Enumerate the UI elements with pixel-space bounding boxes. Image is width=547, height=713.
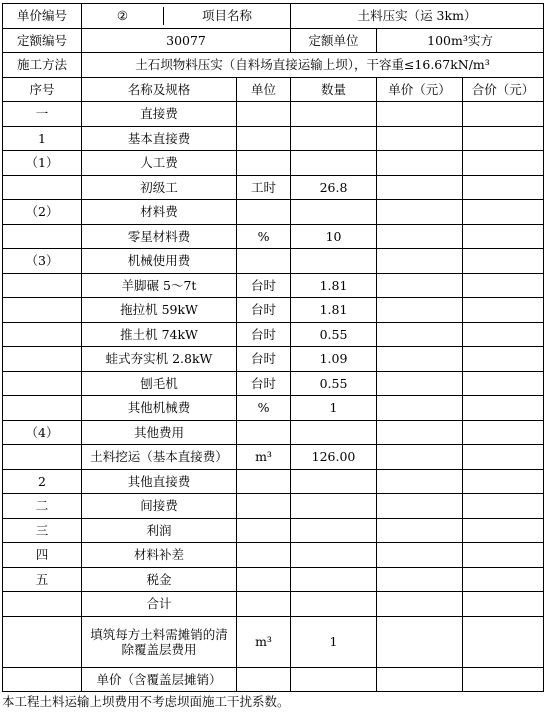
row-price xyxy=(377,543,463,568)
table-row xyxy=(3,298,544,323)
quota-no-label: 定额编号 xyxy=(3,28,82,53)
table-row xyxy=(3,494,544,519)
row-total xyxy=(463,126,544,151)
row-name: 其他机械费 xyxy=(82,396,237,421)
row-qty: 1 xyxy=(291,616,377,667)
price-no-cell xyxy=(82,4,291,29)
row-name: 蛙式夯实机 2.8kW xyxy=(82,347,237,372)
table-row xyxy=(3,126,544,151)
table-row xyxy=(3,543,544,568)
table-row xyxy=(3,592,544,617)
row-no xyxy=(3,371,82,396)
row-no xyxy=(3,396,82,421)
row-no: （4） xyxy=(3,420,82,445)
row-price xyxy=(377,420,463,445)
row-price xyxy=(377,298,463,323)
row-qty: 0.55 xyxy=(291,322,377,347)
row-price xyxy=(377,175,463,200)
row-price xyxy=(377,347,463,372)
row-total xyxy=(463,347,544,372)
row-name: 材料费 xyxy=(82,200,237,225)
quota-unit-value: 100m³实方 xyxy=(377,28,544,53)
table-row xyxy=(3,667,544,692)
col-header-name: 名称及规格 xyxy=(82,77,237,102)
unit-price-table xyxy=(2,3,544,692)
row-qty xyxy=(291,126,377,151)
row-total xyxy=(463,151,544,176)
row-no: （3） xyxy=(3,249,82,274)
row-name: 初级工 xyxy=(82,175,237,200)
row-price xyxy=(377,126,463,151)
item-name-value: 土料压实（运 3km） xyxy=(291,4,544,29)
row-total xyxy=(463,592,544,617)
table-row xyxy=(3,200,544,225)
row-name: 合计 xyxy=(82,592,237,617)
row-no xyxy=(3,273,82,298)
row-price xyxy=(377,518,463,543)
col-header-no: 序号 xyxy=(3,77,82,102)
row-no xyxy=(3,298,82,323)
table-row xyxy=(3,518,544,543)
row-no: 二 xyxy=(3,494,82,519)
row-total xyxy=(463,518,544,543)
row-qty xyxy=(291,469,377,494)
row-total xyxy=(463,322,544,347)
row-price xyxy=(377,102,463,127)
row-name: 间接费 xyxy=(82,494,237,519)
row-name: 直接费 xyxy=(82,102,237,127)
quota-unit-label: 定额单位 xyxy=(291,28,377,53)
item-name-label: 项目名称 xyxy=(202,8,253,24)
table-row xyxy=(3,420,544,445)
row-price xyxy=(377,469,463,494)
row-qty xyxy=(291,249,377,274)
row-no: （2） xyxy=(3,200,82,225)
row-name: 材料补差 xyxy=(82,543,237,568)
row-unit xyxy=(237,469,291,494)
row-price xyxy=(377,396,463,421)
row-unit: 台时 xyxy=(237,347,291,372)
row-unit: 台时 xyxy=(237,371,291,396)
row-unit xyxy=(237,151,291,176)
table-row xyxy=(3,371,544,396)
row-total xyxy=(463,224,544,249)
row-unit xyxy=(237,518,291,543)
row-total xyxy=(463,667,544,692)
row-name: 其他直接费 xyxy=(82,469,237,494)
col-header-total: 合价（元） xyxy=(463,77,544,102)
row-name: 单价（含覆盖层摊销） xyxy=(82,667,237,692)
table-row xyxy=(3,151,544,176)
row-unit xyxy=(237,249,291,274)
row-no: 一 xyxy=(3,102,82,127)
row-name: 人工费 xyxy=(82,151,237,176)
row-unit xyxy=(237,543,291,568)
row-total xyxy=(463,273,544,298)
row-name: 机械使用费 xyxy=(82,249,237,274)
row-total xyxy=(463,543,544,568)
row-qty: 126.00 xyxy=(291,445,377,470)
row-total xyxy=(463,396,544,421)
row-price xyxy=(377,567,463,592)
table-row xyxy=(3,567,544,592)
price-no-value: ② xyxy=(116,8,129,24)
header-row-price-no xyxy=(3,4,544,29)
row-no xyxy=(3,322,82,347)
row-qty: 0.55 xyxy=(291,371,377,396)
row-qty xyxy=(291,151,377,176)
row-qty: 1 xyxy=(291,396,377,421)
row-no xyxy=(3,592,82,617)
row-total xyxy=(463,567,544,592)
row-name: 零星材料费 xyxy=(82,224,237,249)
column-header-row xyxy=(3,77,544,102)
row-no: 三 xyxy=(3,518,82,543)
row-qty xyxy=(291,518,377,543)
row-price xyxy=(377,494,463,519)
row-total xyxy=(463,469,544,494)
row-no xyxy=(3,667,82,692)
method-value: 土石坝物料压实（自料场直接运输上坝），干容重≤16.67kN/m³ xyxy=(82,53,544,78)
row-price xyxy=(377,667,463,692)
row-no xyxy=(3,616,82,667)
table-row xyxy=(3,445,544,470)
row-total xyxy=(463,616,544,667)
row-total xyxy=(463,445,544,470)
row-no xyxy=(3,445,82,470)
header-row-quota xyxy=(3,28,544,53)
row-unit: 台时 xyxy=(237,322,291,347)
row-name: 填筑每方土料需摊销的清除覆盖层费用 xyxy=(82,616,237,667)
row-qty xyxy=(291,592,377,617)
footnote: 本工程土料运输上坝费用不考虑坝面施工干扰系数。 xyxy=(2,694,290,709)
row-no: 2 xyxy=(3,469,82,494)
col-header-price: 单价（元） xyxy=(377,77,463,102)
col-header-unit: 单位 xyxy=(237,77,291,102)
row-unit xyxy=(237,592,291,617)
row-no xyxy=(3,224,82,249)
row-total xyxy=(463,298,544,323)
row-name: 其他费用 xyxy=(82,420,237,445)
price-no-label: 单价编号 xyxy=(3,4,82,29)
row-total xyxy=(463,175,544,200)
method-label: 施工方法 xyxy=(3,53,82,78)
row-unit xyxy=(237,420,291,445)
row-price xyxy=(377,322,463,347)
row-no: （1） xyxy=(3,151,82,176)
table-row xyxy=(3,249,544,274)
col-header-qty: 数量 xyxy=(291,77,377,102)
row-total xyxy=(463,494,544,519)
row-qty xyxy=(291,567,377,592)
row-name: 推土机 74kW xyxy=(82,322,237,347)
row-no: 四 xyxy=(3,543,82,568)
table-row xyxy=(3,273,544,298)
table-row xyxy=(3,469,544,494)
row-unit: 工时 xyxy=(237,175,291,200)
row-unit: % xyxy=(237,224,291,249)
row-qty: 26.8 xyxy=(291,175,377,200)
row-total xyxy=(463,200,544,225)
row-qty xyxy=(291,543,377,568)
row-price xyxy=(377,249,463,274)
row-no xyxy=(3,347,82,372)
row-name: 利润 xyxy=(82,518,237,543)
table-row xyxy=(3,175,544,200)
row-unit xyxy=(237,200,291,225)
row-qty: 1.81 xyxy=(291,273,377,298)
row-unit xyxy=(237,667,291,692)
row-no: 1 xyxy=(3,126,82,151)
row-qty: 1.81 xyxy=(291,298,377,323)
row-price xyxy=(377,151,463,176)
row-no: 五 xyxy=(3,567,82,592)
table-row xyxy=(3,322,544,347)
row-unit: 台时 xyxy=(237,273,291,298)
row-price xyxy=(377,616,463,667)
row-qty: 1.09 xyxy=(291,347,377,372)
row-total xyxy=(463,102,544,127)
row-unit: 台时 xyxy=(237,298,291,323)
row-name: 税金 xyxy=(82,567,237,592)
row-name: 羊脚碾 5～7t xyxy=(82,273,237,298)
row-unit: % xyxy=(237,396,291,421)
row-unit xyxy=(237,567,291,592)
row-total xyxy=(463,371,544,396)
row-qty xyxy=(291,494,377,519)
row-unit xyxy=(237,102,291,127)
row-qty xyxy=(291,420,377,445)
row-total xyxy=(463,420,544,445)
row-unit xyxy=(237,126,291,151)
row-qty xyxy=(291,102,377,127)
row-name: 基本直接费 xyxy=(82,126,237,151)
row-price xyxy=(377,445,463,470)
table-row xyxy=(3,616,544,667)
row-unit: m³ xyxy=(237,445,291,470)
row-unit xyxy=(237,494,291,519)
row-price xyxy=(377,592,463,617)
table-row xyxy=(3,396,544,421)
row-qty xyxy=(291,667,377,692)
row-qty: 10 xyxy=(291,224,377,249)
row-name: 土料挖运（基本直接费） xyxy=(82,445,237,470)
table-row xyxy=(3,347,544,372)
table-row xyxy=(3,102,544,127)
row-price xyxy=(377,200,463,225)
row-unit: m³ xyxy=(237,616,291,667)
row-price xyxy=(377,224,463,249)
table-row xyxy=(3,224,544,249)
row-no xyxy=(3,175,82,200)
row-price xyxy=(377,273,463,298)
row-name: 拖拉机 59kW xyxy=(82,298,237,323)
row-price xyxy=(377,371,463,396)
row-name: 刨毛机 xyxy=(82,371,237,396)
quota-no-value: 30077 xyxy=(82,28,291,53)
row-qty xyxy=(291,200,377,225)
header-row-method xyxy=(3,53,544,78)
row-total xyxy=(463,249,544,274)
